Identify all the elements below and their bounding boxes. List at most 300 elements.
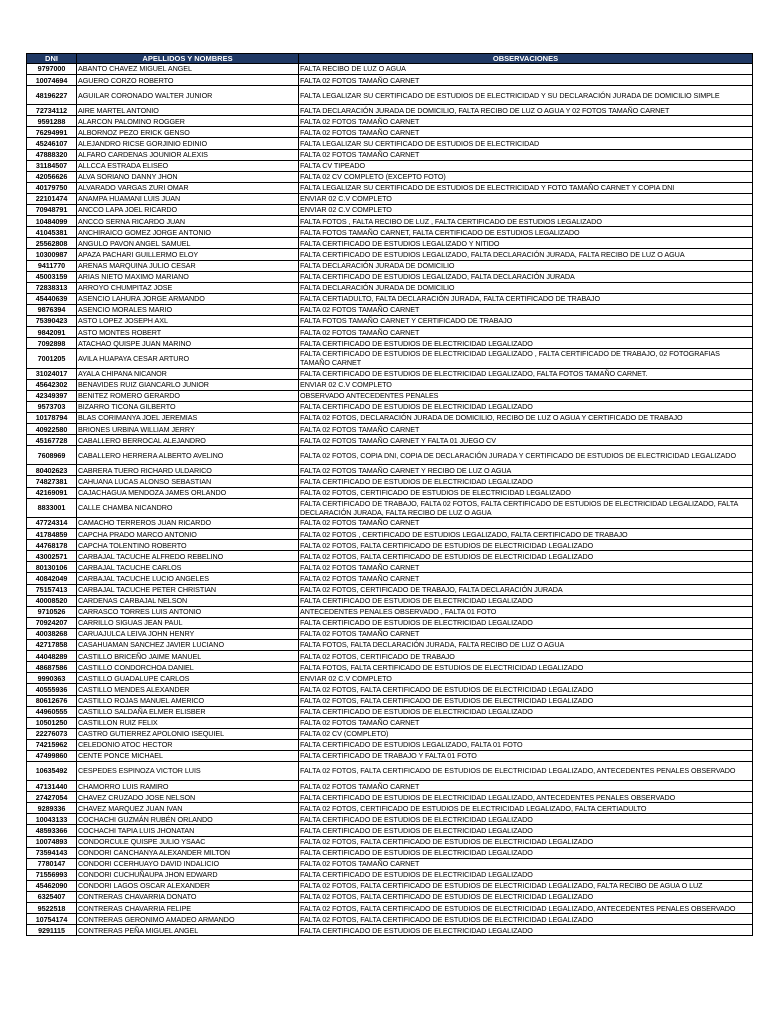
observation-cell: FALTA CERTIFICADO DE ESTUDIOS DE ELECTRICIDAD LEGALIZADO , FALTA CERTIFICADO DE TRABAJO, 02 FOTOGRAFIAS TAMAÑO CARNET xyxy=(299,349,753,368)
observation-cell: FALTA CERTIFICADO DE ESTUDIOS LEGALIZADO, FALTA DECLARACIÓN JURADA, FALTA RECIBO DE LUZ O AGUA xyxy=(299,249,753,260)
dni-cell: 22101474 xyxy=(27,193,77,204)
name-cell: AIRE MARTEL ANTONIO xyxy=(77,105,299,116)
dni-cell: 31024017 xyxy=(27,368,77,379)
table-row xyxy=(27,892,753,903)
dni-cell: 74827381 xyxy=(27,476,77,487)
name-cell: CASTILLO SALDAÑA ELMER ELISBER xyxy=(77,706,299,717)
dni-cell: 45167728 xyxy=(27,435,77,446)
table-row xyxy=(27,465,753,476)
name-cell: CASTILLO ROJAS MANUEL AMERICO xyxy=(77,695,299,706)
observation-cell: FALTA CERTIFICADO DE ESTUDIOS DE ELECTRICIDAD LEGALIZADO xyxy=(299,476,753,487)
observation-cell: FALTA 02 FOTOS TAMAÑO CARNET xyxy=(299,781,753,792)
observation-cell: FALTA 02 FOTOS, DECLARACIÓN JURADA DE DOMICILIO, RECIBO DE LUZ O AGUA Y CERTIFICADO DE TRABAJO xyxy=(299,413,753,424)
dni-cell: 7092898 xyxy=(27,338,77,349)
dni-cell: 22276073 xyxy=(27,728,77,739)
table-row xyxy=(27,640,753,651)
table-row xyxy=(27,836,753,847)
name-cell: ASENCIO LAHURA JORGE ARMANDO xyxy=(77,293,299,304)
header-row xyxy=(27,54,753,64)
observation-cell: FALTA 02 FOTOS TAMAÑO CARNET xyxy=(299,573,753,584)
name-cell: CASTILLO MENDES ALEXANDER xyxy=(77,684,299,695)
table-body xyxy=(27,64,753,936)
observation-cell: FALTA 02 FOTOS, CERTIFICADO DE TRABAJO, FALTA DECLARACIÓN JURADA xyxy=(299,584,753,595)
observation-cell: FALTA DECLARACIÓN JURADA DE DOMICILIO xyxy=(299,260,753,271)
observation-cell: OBSERVADO ANTECEDENTES PENALES xyxy=(299,390,753,401)
table-row xyxy=(27,814,753,825)
name-cell: ANCHIRAICO GOMEZ JORGE ANTONIO xyxy=(77,227,299,238)
observation-cell: ENVIAR 02 C.V COMPLETO xyxy=(299,205,753,216)
dni-cell: 44048289 xyxy=(27,651,77,662)
dni-cell: 41784859 xyxy=(27,529,77,540)
table-row xyxy=(27,401,753,412)
observation-cell: FALTA FOTOS TAMAÑO CARNET, FALTA CERTIFICADO DE ESTUDIOS LEGALIZADO xyxy=(299,227,753,238)
dni-cell: 40555936 xyxy=(27,684,77,695)
dni-cell: 70924207 xyxy=(27,617,77,628)
name-cell: BENITEZ ROMERO GERARDO xyxy=(77,390,299,401)
table-row xyxy=(27,880,753,891)
observation-cell: FALTA LEGALIZAR SU CERTIFICADO DE ESTUDIOS DE ELECTRICIDAD Y FOTO TAMAÑO CARNET Y COPIA DNI xyxy=(299,182,753,193)
table-row xyxy=(27,193,753,204)
dni-cell: 42169091 xyxy=(27,487,77,498)
table-row xyxy=(27,379,753,390)
dni-cell: 44768178 xyxy=(27,540,77,551)
table-row xyxy=(27,750,753,761)
table-row xyxy=(27,64,753,75)
name-cell: ALVA SORIANO DANNY JHON xyxy=(77,171,299,182)
name-cell: CARRILLO SIGUAS JEAN PAUL xyxy=(77,617,299,628)
observation-cell: FALTA 02 FOTOS TAMAÑO CARNET xyxy=(299,717,753,728)
observation-cell: FALTA 02 FOTOS, CERTIFICADO DE ESTUDIOS DE ELECTRICIDAD LEGALIZADO xyxy=(299,487,753,498)
table-row xyxy=(27,792,753,803)
name-cell: ARENAS MARQUINA JULIO CESAR xyxy=(77,260,299,271)
dni-cell: 8833001 xyxy=(27,498,77,517)
table-row xyxy=(27,182,753,193)
name-cell: CARBAJAL TACUCHE LUCIO ANGELES xyxy=(77,573,299,584)
dni-cell: 9710526 xyxy=(27,606,77,617)
name-cell: COCHACHI GUZMÁN RUBÉN ORLANDO xyxy=(77,814,299,825)
observation-cell: FALTA CERTIFICADO DE ESTUDIOS DE ELECTRICIDAD LEGALIZADO xyxy=(299,338,753,349)
dni-cell: 40842049 xyxy=(27,573,77,584)
table-row xyxy=(27,338,753,349)
name-cell: CAHUANA LUCAS ALONSO SEBASTIAN xyxy=(77,476,299,487)
observation-cell: FALTA FOTOS, FALTA DECLARACIÓN JURADA, FALTA RECIBO DE LUZ O AGUA xyxy=(299,640,753,651)
table-row xyxy=(27,160,753,171)
table-row xyxy=(27,216,753,227)
table-row xyxy=(27,706,753,717)
observation-cell: FALTA CV TIPEADO xyxy=(299,160,753,171)
name-cell: CAJACHAGUA MENDOZA JAMES ORLANDO xyxy=(77,487,299,498)
name-cell: BIZARRO TICONA GILBERTO xyxy=(77,401,299,412)
dni-cell: 75157413 xyxy=(27,584,77,595)
observation-cell: FALTA 02 FOTOS, FALTA CERTIFICADO DE ESTUDIOS DE ELECTRICIDAD LEGALIZADO xyxy=(299,914,753,925)
name-cell: AGUERO CORZO ROBERTO xyxy=(77,75,299,86)
table-row xyxy=(27,349,753,368)
dni-cell: 43002571 xyxy=(27,551,77,562)
name-cell: CONDORI CUCHUÑAUPA JHON EDWARD xyxy=(77,869,299,880)
table-row xyxy=(27,368,753,379)
header-dni: DNI xyxy=(27,54,77,64)
observation-cell: FALTA CERTIFICADO DE ESTUDIOS DE ELECTRICIDAD LEGALIZADO, ANTECEDENTES PENALES OBSERVADO xyxy=(299,792,753,803)
name-cell: CARBAJAL TACUCHE PETER CHRISTIAN xyxy=(77,584,299,595)
dni-cell: 45246107 xyxy=(27,138,77,149)
name-cell: ALVARADO VARGAS ZURI OMAR xyxy=(77,182,299,193)
table-row xyxy=(27,762,753,781)
dni-cell: 44960555 xyxy=(27,706,77,717)
table-row xyxy=(27,446,753,465)
observation-cell: FALTA CERTIFICADO DE ESTUDIOS DE ELECTRICIDAD LEGALIZADO xyxy=(299,814,753,825)
table-row xyxy=(27,293,753,304)
name-cell: CELEDONIO ATOC HECTOR xyxy=(77,739,299,750)
dni-cell: 7001205 xyxy=(27,349,77,368)
dni-cell: 10501250 xyxy=(27,717,77,728)
table-row xyxy=(27,424,753,435)
dni-cell: 10300987 xyxy=(27,249,77,260)
name-cell: CHAMORRO LUIS RAMIRO xyxy=(77,781,299,792)
table-row xyxy=(27,498,753,517)
table-row xyxy=(27,584,753,595)
table-row xyxy=(27,617,753,628)
observation-cell: FALTA FOTOS , FALTA RECIBO DE LUZ , FALTA CERTIFICADO DE ESTUDIOS LEGALIZADO xyxy=(299,216,753,227)
observation-cell: FALTA 02 FOTOS, CERTIFICADO DE ESTUDIOS DE ELECTRICIDAD LEGALIZADO, FALTA CERTIADULTO xyxy=(299,803,753,814)
name-cell: AGUILAR CORONADO WALTER JUNIOR xyxy=(77,86,299,105)
table-row xyxy=(27,684,753,695)
table-row xyxy=(27,476,753,487)
dni-cell: 10074694 xyxy=(27,75,77,86)
observation-cell: FALTA CERTIFICADO DE ESTUDIOS LEGALIZADO Y NITIDO xyxy=(299,238,753,249)
table-row xyxy=(27,116,753,127)
table-row xyxy=(27,606,753,617)
header-observations: OBSERVACIONES xyxy=(299,54,753,64)
name-cell: CONDORCULE QUISPE JULIO YSAAC xyxy=(77,836,299,847)
name-cell: AVILA HUAPAYA CESAR ARTURO xyxy=(77,349,299,368)
name-cell: APAZA PACHARI GUILLERMO ELOY xyxy=(77,249,299,260)
name-cell: AYALA CHIPANA NICANOR xyxy=(77,368,299,379)
observation-cell: FALTA LEGALIZAR SU CERTIFICADO DE ESTUDIOS DE ELECTRICIDAD xyxy=(299,138,753,149)
name-cell: ARIAS NIETO MAXIMO MARIANO xyxy=(77,271,299,282)
dni-cell: 71556993 xyxy=(27,869,77,880)
name-cell: CONTRERAS GERONIMO AMADEO ARMANDO xyxy=(77,914,299,925)
dni-cell: 80612676 xyxy=(27,695,77,706)
table-row xyxy=(27,595,753,606)
name-cell: CASAHUAMAN SANCHEZ JAVIER LUCIANO xyxy=(77,640,299,651)
observations-table xyxy=(26,53,753,936)
observation-cell: FALTA 02 FOTOS, FALTA CERTIFICADO DE ESTUDIOS DE ELECTRICIDAD LEGALIZADO, FALTA RECIBO DE AGUA O LUZ xyxy=(299,880,753,891)
table-row xyxy=(27,260,753,271)
name-cell: ANAMPA HUAMANI LUIS JUAN xyxy=(77,193,299,204)
dni-cell: 9876394 xyxy=(27,304,77,315)
observation-cell: FALTA CERTIFICADO DE TRABAJO, FALTA 02 FOTOS, FALTA CERTIFICADO DE ESTUDIOS DE ELECTRICIDAD LEGALIZADO, FALTA DECLARACIÓN JURADA, FALTA RECIBO DE LUZ O AGUA xyxy=(299,498,753,517)
name-cell: BENAVIDES RUIZ GIANCARLO JUNIOR xyxy=(77,379,299,390)
name-cell: CONDORI CCERHUAYO DAVID INDALICIO xyxy=(77,858,299,869)
table-row xyxy=(27,238,753,249)
name-cell: CONTRERAS CHAVARRIA DONATO xyxy=(77,892,299,903)
name-cell: CARDENAS CARBAJAL NELSON xyxy=(77,595,299,606)
name-cell: CASTILLO CONDORCHOA DANIEL xyxy=(77,662,299,673)
observation-cell: FALTA DECLARACIÓN JURADA DE DOMICILIO, FALTA RECIBO DE LUZ O AGUA Y 02 FOTOS TAMAÑO CARNET xyxy=(299,105,753,116)
dni-cell: 48593366 xyxy=(27,825,77,836)
name-cell: ANGULO PAVON ANGEL SAMUEL xyxy=(77,238,299,249)
name-cell: ABANTO CHAVEZ MIGUEL ANGEL xyxy=(77,64,299,75)
table-row xyxy=(27,803,753,814)
table-row xyxy=(27,914,753,925)
observation-cell: FALTA CERTIFICADO DE ESTUDIOS DE ELECTRICIDAD LEGALIZADO xyxy=(299,706,753,717)
table-row xyxy=(27,562,753,573)
table-row xyxy=(27,925,753,936)
table-row xyxy=(27,529,753,540)
observation-cell: FALTA 02 CV (COMPLETO) xyxy=(299,728,753,739)
observation-cell: FALTA 02 FOTOS , CERTIFICADO DE ESTUDIOS LEGALIZADO, FALTA CERTIFICADO DE TRABAJO xyxy=(299,529,753,540)
name-cell: CONTRERAS PEÑA MIGUEL ANGEL xyxy=(77,925,299,936)
dni-cell: 47888320 xyxy=(27,149,77,160)
observation-cell: FALTA CERTIFICADO DE TRABAJO Y FALTA 01 FOTO xyxy=(299,750,753,761)
dni-cell: 40922580 xyxy=(27,424,77,435)
name-cell: CAMACHO TERREROS JUAN RICARDO xyxy=(77,518,299,529)
dni-cell: 47499860 xyxy=(27,750,77,761)
dni-cell: 45642302 xyxy=(27,379,77,390)
observation-cell: FALTA 02 FOTOS, FALTA CERTIFICADO DE ESTUDIOS DE ELECTRICIDAD LEGALIZADO xyxy=(299,684,753,695)
dni-cell: 42717858 xyxy=(27,640,77,651)
table-row xyxy=(27,518,753,529)
dni-cell: 10043133 xyxy=(27,814,77,825)
dni-cell: 76294991 xyxy=(27,127,77,138)
table-row xyxy=(27,825,753,836)
observation-cell: FALTA CERTIFICADO DE ESTUDIOS DE ELECTRICIDAD LEGALIZADO xyxy=(299,869,753,880)
table-row xyxy=(27,651,753,662)
observation-cell: FALTA 02 FOTOS, FALTA CERTIFICADO DE ESTUDIOS DE ELECTRICIDAD LEGALIZADO xyxy=(299,695,753,706)
observation-cell: FALTA 02 FOTOS TAMAÑO CARNET xyxy=(299,858,753,869)
observation-cell: FALTA RECIBO DE LUZ O AGUA xyxy=(299,64,753,75)
observation-cell: FALTA CERTIFICADO DE ESTUDIOS DE ELECTRICIDAD LEGALIZADO xyxy=(299,925,753,936)
table-row xyxy=(27,869,753,880)
dni-cell: 42349397 xyxy=(27,390,77,401)
table-row xyxy=(27,739,753,750)
name-cell: ARROYO CHUMPITAZ JOSE xyxy=(77,282,299,293)
dni-cell: 10484099 xyxy=(27,216,77,227)
name-cell: CONDORI LAGOS OSCAR ALEXANDER xyxy=(77,880,299,891)
observation-cell: FALTA 02 FOTOS TAMAÑO CARNET xyxy=(299,127,753,138)
name-cell: CASTILLO GUADALUPE CARLOS xyxy=(77,673,299,684)
dni-cell: 10074893 xyxy=(27,836,77,847)
name-cell: ANCCO LAPA JOEL RICARDO xyxy=(77,205,299,216)
name-cell: CENTE PONCE MICHAEL xyxy=(77,750,299,761)
observations-sheet xyxy=(26,53,752,936)
name-cell: CABRERA TUERO RICHARD ULDARICO xyxy=(77,465,299,476)
dni-cell: 48687586 xyxy=(27,662,77,673)
name-cell: ASTO LOPEZ JOSEPH AXL xyxy=(77,315,299,326)
observation-cell: FALTA 02 FOTOS TAMAÑO CARNET Y RECIBO DE LUZ O AGUA xyxy=(299,465,753,476)
name-cell: ASTO MONTES ROBERT xyxy=(77,327,299,338)
observation-cell: FALTA 02 FOTOS, FALTA CERTIFICADO DE ESTUDIOS DE ELECTRICIDAD LEGALIZADO xyxy=(299,551,753,562)
name-cell: CHAVEZ MARQUEZ JUAN IVAN xyxy=(77,803,299,814)
name-cell: CONTRERAS CHAVARRIA FELIPE xyxy=(77,903,299,914)
observation-cell: FALTA CERTIFICADO DE ESTUDIOS DE ELECTRICIDAD LEGALIZADO xyxy=(299,847,753,858)
observation-cell: FALTA 02 FOTOS TAMAÑO CARNET xyxy=(299,518,753,529)
observation-cell: FALTA CERTIFICADO DE ESTUDIOS DE ELECTRICIDAD LEGALIZADO xyxy=(299,401,753,412)
observation-cell: ENVIAR 02 C.V COMPLETO xyxy=(299,193,753,204)
observation-cell: FALTA DECLARACIÓN JURADA DE DOMICILIO xyxy=(299,282,753,293)
table-row xyxy=(27,673,753,684)
dni-cell: 9522518 xyxy=(27,903,77,914)
name-cell: CABALLERO BERROCAL ALEJANDRO xyxy=(77,435,299,446)
table-row xyxy=(27,327,753,338)
observation-cell: FALTA 02 FOTOS, FALTA CERTIFICADO DE ESTUDIOS DE ELECTRICIDAD LEGALIZADO, ANTECEDENTES PENALES OBSERVADO xyxy=(299,762,753,781)
table-row xyxy=(27,847,753,858)
observation-cell: FALTA FOTOS, FALTA CERTIFICADO DE ESTUDIOS DE ELECTRICIDAD LEGALIZADO xyxy=(299,662,753,673)
table-row xyxy=(27,86,753,105)
dni-cell: 25562808 xyxy=(27,238,77,249)
dni-cell: 6325407 xyxy=(27,892,77,903)
name-cell: ALLCCA ESTRADA ELISEO xyxy=(77,160,299,171)
dni-cell: 45003159 xyxy=(27,271,77,282)
table-row xyxy=(27,858,753,869)
table-row xyxy=(27,75,753,86)
dni-cell: 9591288 xyxy=(27,116,77,127)
name-cell: CARRASCO TORRES LUIS ANTONIO xyxy=(77,606,299,617)
observation-cell: FALTA 02 FOTOS TAMAÑO CARNET Y FALTA 01 JUEGO CV xyxy=(299,435,753,446)
observation-cell: FALTA 02 FOTOS, FALTA CERTIFICADO DE ESTUDIOS DE ELECTRICIDAD LEGALIZADO xyxy=(299,540,753,551)
table-row xyxy=(27,127,753,138)
dni-cell: 48196227 xyxy=(27,86,77,105)
table-row xyxy=(27,205,753,216)
observation-cell: ENVIAR 02 C.V COMPLETO xyxy=(299,673,753,684)
dni-cell: 72734112 xyxy=(27,105,77,116)
observation-cell: ENVIAR 02 C.V COMPLETO xyxy=(299,379,753,390)
dni-cell: 9573703 xyxy=(27,401,77,412)
table-row xyxy=(27,903,753,914)
dni-cell: 10754174 xyxy=(27,914,77,925)
dni-cell: 40179750 xyxy=(27,182,77,193)
observation-cell: FALTA LEGALIZAR SU CERTIFICADO DE ESTUDIOS DE ELECTRICIDAD Y SU DECLARACIÓN JURADA DE DOMICILIO SIMPLE xyxy=(299,86,753,105)
dni-cell: 9411770 xyxy=(27,260,77,271)
name-cell: COCHACHI TAPIA LUIS JHONATAN xyxy=(77,825,299,836)
table-row xyxy=(27,390,753,401)
name-cell: CARBAJAL TACUCHE CARLOS xyxy=(77,562,299,573)
name-cell: ANCCO SERNA RICARDO JUAN xyxy=(77,216,299,227)
observation-cell: FALTA 02 FOTOS, CERTIFICADO DE TRABAJO xyxy=(299,651,753,662)
table-row xyxy=(27,138,753,149)
table-row xyxy=(27,628,753,639)
table-row xyxy=(27,315,753,326)
observation-cell: FALTA CERTIFICADO DE ESTUDIOS DE ELECTRICIDAD LEGALIZADO xyxy=(299,617,753,628)
table-row xyxy=(27,171,753,182)
observation-cell: FALTA FOTOS TAMAÑO CARNET Y CERTIFICADO DE TRABAJO xyxy=(299,315,753,326)
observation-cell: FALTA 02 FOTOS TAMAÑO CARNET xyxy=(299,116,753,127)
dni-cell: 45462090 xyxy=(27,880,77,891)
dni-cell: 27427054 xyxy=(27,792,77,803)
header-name: APELLIDOS Y NOMBRES xyxy=(77,54,299,64)
dni-cell: 42056626 xyxy=(27,171,77,182)
observation-cell: FALTA CERTIFICADO DE ESTUDIOS LEGALIZADO, FALTA DECLARACIÓN JURADA xyxy=(299,271,753,282)
name-cell: BLAS CORIMANYA JOEL JEREMIAS xyxy=(77,413,299,424)
name-cell: ASENCIO MORALES MARIO xyxy=(77,304,299,315)
name-cell: CABALLERO HERRERA ALBERTO AVELINO xyxy=(77,446,299,465)
observation-cell: ANTECEDENTES PENALES OBSERVADO , FALTA 01 FOTO xyxy=(299,606,753,617)
name-cell: CARUAJULCA LEIVA JOHN HENRY xyxy=(77,628,299,639)
name-cell: CASTILLON RUIZ FELIX xyxy=(77,717,299,728)
table-row xyxy=(27,105,753,116)
observation-cell: FALTA 02 FOTOS, COPIA DNI, COPIA DE DECLARACIÓN JURADA Y CERTIFICADO DE ESTUDIOS DE ELECTRICIDAD LEGALIZADO xyxy=(299,446,753,465)
name-cell: CAPCHA PRADO MARCO ANTONIO xyxy=(77,529,299,540)
dni-cell: 75390423 xyxy=(27,315,77,326)
name-cell: CHAVEZ CRUZADO JOSE NELSON xyxy=(77,792,299,803)
dni-cell: 9291115 xyxy=(27,925,77,936)
name-cell: BRIONES URBINA WILLIAM JERRY xyxy=(77,424,299,435)
name-cell: CALLE CHAMBA NICANDRO xyxy=(77,498,299,517)
dni-cell: 9797000 xyxy=(27,64,77,75)
observation-cell: FALTA 02 FOTOS TAMAÑO CARNET xyxy=(299,562,753,573)
observation-cell: FALTA 02 FOTOS TAMAÑO CARNET xyxy=(299,149,753,160)
observation-cell: FALTA 02 FOTOS TAMAÑO CARNET xyxy=(299,424,753,435)
observation-cell: FALTA 02 FOTOS, FALTA CERTIFICADO DE ESTUDIOS DE ELECTRICIDAD LEGALIZADO xyxy=(299,836,753,847)
dni-cell: 10178794 xyxy=(27,413,77,424)
table-row xyxy=(27,304,753,315)
name-cell: ALBORNOZ PEZO ERICK GENSO xyxy=(77,127,299,138)
dni-cell: 70948791 xyxy=(27,205,77,216)
observation-cell: FALTA 02 FOTOS TAMAÑO CARNET xyxy=(299,628,753,639)
dni-cell: 47131440 xyxy=(27,781,77,792)
table-row xyxy=(27,487,753,498)
observation-cell: FALTA 02 FOTOS, FALTA CERTIFICADO DE ESTUDIOS DE ELECTRICIDAD LEGALIZADO xyxy=(299,892,753,903)
name-cell: ALARCON PALOMINO ROGGER xyxy=(77,116,299,127)
dni-cell: 74215962 xyxy=(27,739,77,750)
dni-cell: 80130106 xyxy=(27,562,77,573)
dni-cell: 40008520 xyxy=(27,595,77,606)
observation-cell: FALTA CERTIFICADO DE ESTUDIOS DE ELECTRICIDAD LEGALIZADO xyxy=(299,595,753,606)
observation-cell: FALTA CERTIFICADO DE ESTUDIOS DE ELECTRICIDAD LEGALIZADO xyxy=(299,825,753,836)
table-row xyxy=(27,717,753,728)
table-row xyxy=(27,271,753,282)
dni-cell: 7780147 xyxy=(27,858,77,869)
table-row xyxy=(27,227,753,238)
dni-cell: 40038268 xyxy=(27,628,77,639)
table-row xyxy=(27,249,753,260)
dni-cell: 9289336 xyxy=(27,803,77,814)
name-cell: ALEJANDRO RICSE GORJINIO EDINIO xyxy=(77,138,299,149)
name-cell: CASTRO GUTIERREZ APOLONIO ISEQUIEL xyxy=(77,728,299,739)
observation-cell: FALTA 02 FOTOS TAMAÑO CARNET xyxy=(299,327,753,338)
table-row xyxy=(27,728,753,739)
observation-cell: FALTA 02 FOTOS, FALTA CERTIFICADO DE ESTUDIOS DE ELECTRICIDAD LEGALIZADO, ANTECEDENTES PENALES OBSERVADO xyxy=(299,903,753,914)
table-row xyxy=(27,781,753,792)
table-row xyxy=(27,551,753,562)
dni-cell: 10635492 xyxy=(27,762,77,781)
dni-cell: 7608969 xyxy=(27,446,77,465)
name-cell: ATACHAO QUISPE JUAN MARINO xyxy=(77,338,299,349)
table-row xyxy=(27,149,753,160)
dni-cell: 47724314 xyxy=(27,518,77,529)
observation-cell: FALTA 02 CV COMPLETO (EXCEPTO FOTO) xyxy=(299,171,753,182)
name-cell: CONDORI CANCHANYA ALEXANDER MILTON xyxy=(77,847,299,858)
name-cell: ALFARO CARDENAS JOUNIOR ALEXIS xyxy=(77,149,299,160)
dni-cell: 9842091 xyxy=(27,327,77,338)
table-row xyxy=(27,540,753,551)
dni-cell: 80402623 xyxy=(27,465,77,476)
table-row xyxy=(27,573,753,584)
table-row xyxy=(27,413,753,424)
dni-cell: 9990363 xyxy=(27,673,77,684)
name-cell: CARBAJAL TACUCHE ALFREDO REBELINO xyxy=(77,551,299,562)
observation-cell: FALTA CERTIADULTO, FALTA DECLARACIÓN JURADA, FALTA CERTIFICADO DE TRABAJO xyxy=(299,293,753,304)
dni-cell: 73594143 xyxy=(27,847,77,858)
table-row xyxy=(27,695,753,706)
name-cell: CESPEDES ESPINOZA VICTOR LUIS xyxy=(77,762,299,781)
table-row xyxy=(27,435,753,446)
observation-cell: FALTA 02 FOTOS TAMAÑO CARNET xyxy=(299,75,753,86)
name-cell: CASTILLO BRICEÑO JAIME MANUEL xyxy=(77,651,299,662)
observation-cell: FALTA CERTIFICADO DE ESTUDIOS DE ELECTRICIDAD LEGALIZADO, FALTA FOTOS TAMAÑO CARNET. xyxy=(299,368,753,379)
table-row xyxy=(27,282,753,293)
observation-cell: FALTA 02 FOTOS TAMAÑO CARNET xyxy=(299,304,753,315)
